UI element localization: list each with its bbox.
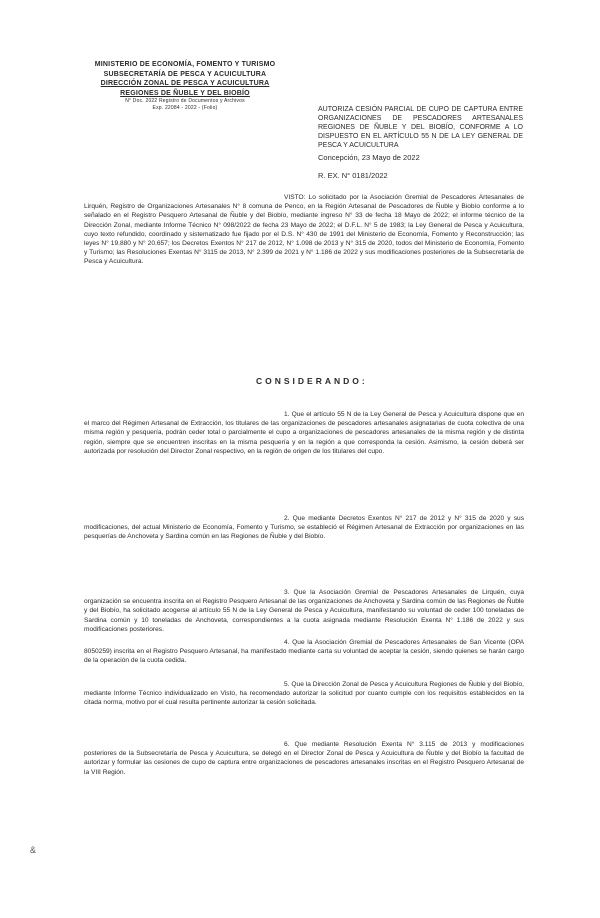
- letterhead: [60, 60, 310, 111]
- resolution-number: R. EX. N° 0181/2022: [318, 171, 388, 180]
- considerando-title: CONSIDERANDO:: [256, 376, 368, 386]
- letterhead-registry-line: N° Doc. 2022 Registro de Documentos y Archivos: [125, 98, 245, 104]
- letterhead-ministry: MINISTERIO DE ECONOMÍA, FOMENTO Y TURISMO: [94, 61, 276, 68]
- resolution-date: Concepción, 23 Mayo de 2022: [318, 153, 420, 162]
- considerando-item-6: 6. Que mediante Resolución Exenta N° 3.115 de 2013 y modificaciones posteriores de la Subsecretaría de Pesca y Acuicultura, se delegó en el Director Zonal de Pesca y Acuicultura de Ñuble y del Biobío la facultad de autorizar y formular las cesiones de cupo de captura entre organizaciones de pescadores artesanales inscritas en el Registro Pesquero Artesanal de la VIII Región.: [84, 741, 524, 776]
- visto-section: [84, 193, 524, 267]
- letterhead-regiones: REGIONES DE ÑUBLE Y DEL BIOBÍO: [120, 89, 250, 97]
- letterhead-direccion-zonal: DIRECCIÓN ZONAL DE PESCA Y ACUICULTURA: [100, 80, 270, 87]
- considerando-item-4: 4. Que la Asociación Gremial de Pescadores Artesanales de San Vicente (OPA 8050259) inscrita en el Registro Pesquero Artesanal, ha manifestado mediante carta su voluntad de aceptar la cesión, siendo quienes se harán cargo de la operación de la cuota cedida.: [84, 639, 524, 665]
- resolution-subject: AUTORIZA CESIÓN PARCIAL DE CUPO DE CAPTURA ENTRE ORGANIZACIONES DE PESCADORES ARTESANALES REGIONES DE ÑUBLE Y DEL BIOBÍO, CONFORME A LO DISPUESTO EN EL ARTÍCULO 55 N DE LA LEY GENERAL DE PESCA Y ACUICULTURA: [318, 106, 523, 149]
- visto-text: Lo solicitado por la Asociación Gremial de Pescadores Artesanales de Lirquén, Registro de Organizaciones Artesanales N° 8 comuna de Penco, en la Región Artesanal de Pescadores de Ñuble y Biobío conforme a lo señalado en el Registro Pesquero Artesanal de Ñuble y del Biobío, mediante ingreso N° 33 de fecha 18 Mayo de 2022; el informe técnico de la Dirección Zonal, mediante Informe Técnico N° 098/2022 de fecha 23 Mayo de 2022; el D.F.L. N° 5 de 1983; la Ley General de Pesca y Acuicultura, cuyo texto refundido, coordinado y sistematizado fue fijado por el D.S. N° 430 de 1991 del Ministerio de Economía, Fomento y Reconstrucción; las leyes N° 19.880 y N° 20.657; los Decretos Exentos N° 217 de 2012, N° 1.098 de 2013 y N° 315 de 2020, todos del Ministerio de Economía, Fomento y Turismo; las Resoluciones Exentas N° 3115 de 2013, N° 2.399 de 2021 y N° 1.186 de 2022 y sus modificaciones posteriores de la Subsecretaría de Pesca y Acuicultura.: [84, 194, 524, 266]
- considerando-item-5: 5. Que la Dirección Zonal de Pesca y Acuicultura Regiones de Ñuble y del Biobío, mediante Informe Técnico individualizado en Visto, ha recomendado autorizar la solicitud por cuanto cumple con los requisitos establecidos en la citada norma, motivo por el cual resulta pertinente autorizar la cesión solicitada.: [84, 681, 524, 707]
- margin-handwritten-mark: &: [30, 845, 37, 855]
- considerando-item-2: 2. Que mediante Decretos Exentos N° 217 de 2012 y N° 315 de 2020 y sus modificaciones, del actual Ministerio de Economía, Fomento y Turismo, se estableció el Régimen Artesanal de Extracción por organizaciones en las pesquerías de Anchoveta y Sardina común en las Regiones de Ñuble y del Biobío.: [84, 515, 524, 541]
- considerando-item-1: 1. Que el artículo 55 N de la Ley General de Pesca y Acuicultura dispone que en el marco del Régimen Artesanal de Extracción, los titulares de las organizaciones de pescadores artesanales asignatarias de cuota colectiva de una misma región y pesquería, podrán ceder total o parcialmente el cupo a organizaciones de pescadores artesanales de la misma región y de distinta región, siempre que se encuentren inscritas en la misma pesquería y en la región a que corresponda la cesión. Asimismo, la cesión deberá ser autorizada por resolución del Director Zonal respectivo, en la región de origen de los titulares del cupo.: [84, 411, 524, 455]
- visto-label: VISTO:: [284, 194, 306, 201]
- letterhead-expediente-line: Exp. 22084 - 2022 - (Folio): [152, 104, 218, 111]
- letterhead-subsecretaria: SUBSECRETARÍA DE PESCA Y ACUICULTURA: [103, 70, 267, 78]
- considerando-item-3: 3. Que la Asociación Gremial de Pescadores Artesanales de Lirquén, cuya organización se encuentra inscrita en el Registro Pesquero Artesanal de las organizaciones de Anchoveta y Sardina común de las Regiones de Ñuble y del Biobío, ha solicitado acogerse al artículo 55 N de la Ley General de Pesca y Acuicultura, manifestando su voluntad de ceder 100 toneladas de Sardina común y 10 toneladas de Anchoveta, correspondientes a la cuota asignada mediante Resolución Exenta N° 1.186 de 2022 y sus modificaciones posteriores.: [84, 589, 524, 633]
